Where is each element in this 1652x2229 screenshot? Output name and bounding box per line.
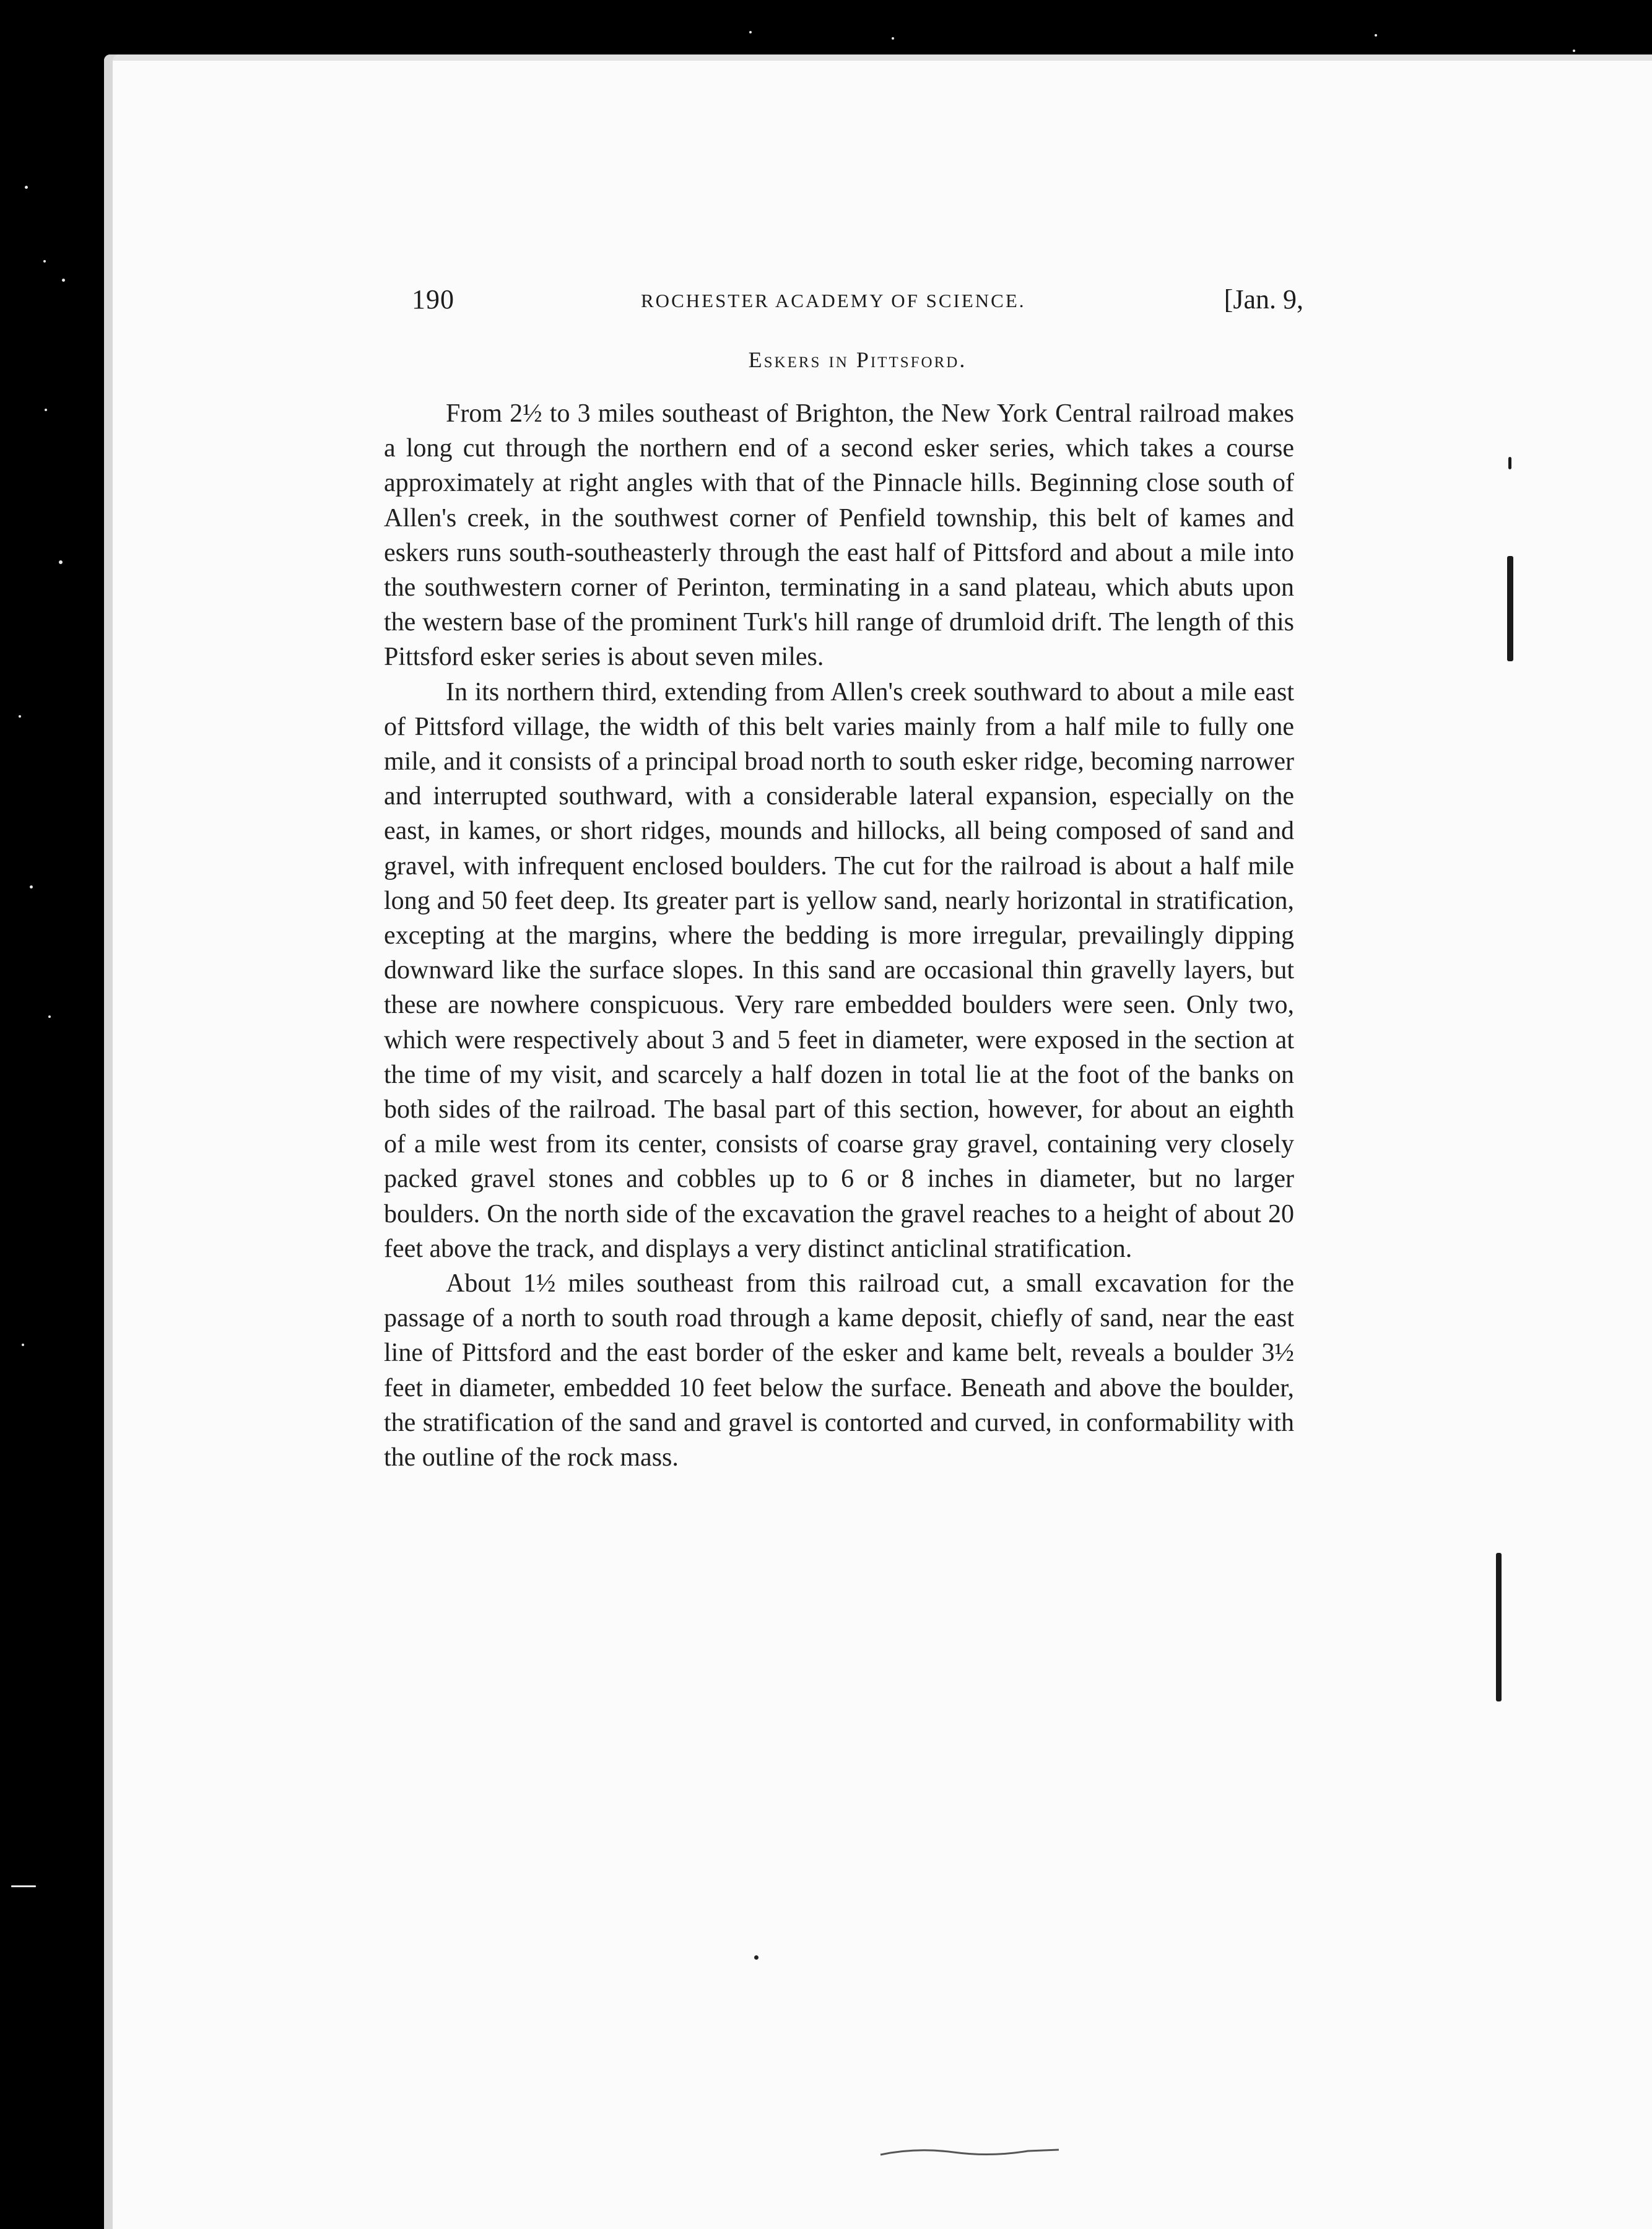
border-speck	[1375, 34, 1377, 37]
binding-mark	[1496, 1553, 1502, 1701]
border-speck	[1573, 50, 1575, 52]
running-head: ROCHESTER ACADEMY OF SCIENCE.	[641, 290, 1026, 311]
page-header	[412, 284, 1303, 321]
border-speck	[59, 560, 63, 564]
ink-speck	[754, 1955, 759, 1960]
binding-mark	[1507, 556, 1513, 661]
border-speck	[19, 715, 21, 718]
paragraph: About 1½ miles southeast from this railroad cut, a small excavation for the passage of a north to south road through a kame deposit, chiefly of sand, near the east line of Pittsford and the east border of the esker and kame belt, reveals a boulder 3½ feet in diameter, embedded 10 feet below the surface. Beneath and above the boulder, the stratification of the sand and gravel is contorted and curved, in conformability with the outline of the rock mass.	[384, 1269, 1294, 1472]
border-speck	[43, 260, 46, 263]
border-speck	[22, 1344, 24, 1346]
paragraph: In its northern third, extending from Allen's creek southward to about a mile east of Pittsford village, the width of this belt varies mainly from a half mile to fully one mile, and it consists of a principal broad north to south esker ridge, becoming narrower and interrupted southward, with a considerable lateral expansion, especially on the east, in kames, or short ridges, mounds and hillocks, all being composed of sand and gravel, with infrequent enclosed boulders. The cut for the railroad is about a half mile long and 50 feet deep. Its greater part is yellow sand, nearly horizontal in stratification, excepting at the margins, where the bedding is more irregular, prevailingly dipping downward like the surface slopes. In this sand are occasional thin gravelly layers, but these are nowhere conspicuous. Very rare embedded boulders were seen. Only two, which were respectively about 3 and 5 feet in diameter, were exposed in the section at the time of my visit, and scarcely a half dozen in total lie at the foot of the banks on both sides of the railroad. The basal part of this section, however, for about an eighth of a mile west from its center, consists of coarse gray gravel, containing very closely packed gravel stones and cobbles up to 6 or 8 inches in diameter, but no larger boulders. On the north side of the excavation the gravel reaches to a height of about 20 feet above the track, and displays a very distinct anticlinal stratification.	[384, 677, 1294, 1263]
body-text	[384, 396, 1294, 1475]
border-speck	[749, 31, 752, 33]
border-speck	[45, 409, 47, 411]
page-number: 190	[412, 284, 454, 315]
date-mark: [Jan. 9,	[1224, 284, 1303, 315]
border-speck	[48, 1015, 51, 1018]
section-heading: Eskers in Pittsford.	[748, 347, 967, 372]
border-speck	[892, 37, 894, 40]
border-speck	[11, 1885, 36, 1887]
border-speck	[30, 885, 33, 889]
border-speck	[62, 279, 65, 282]
pencil-mark	[879, 2144, 1065, 2162]
border-speck	[25, 186, 28, 189]
binding-mark	[1508, 457, 1511, 469]
paragraph: From 2½ to 3 miles southeast of Brighton, the New York Central railroad makes a long cut through the northern end of a second esker series, which takes a course approximately at right angles with that of the Pinnacle hills. Beginning close south of Allen's creek, in the southwest corner of Penfield township, this belt of kames and eskers runs south-southeasterly through the east half of Pittsford and about a mile into the southwestern corner of Perinton, terminating in a sand plateau, which abuts upon the western base of the prominent Turk's hill range of drumloid drift. The length of this Pittsford esker series is about seven miles.	[384, 399, 1294, 672]
